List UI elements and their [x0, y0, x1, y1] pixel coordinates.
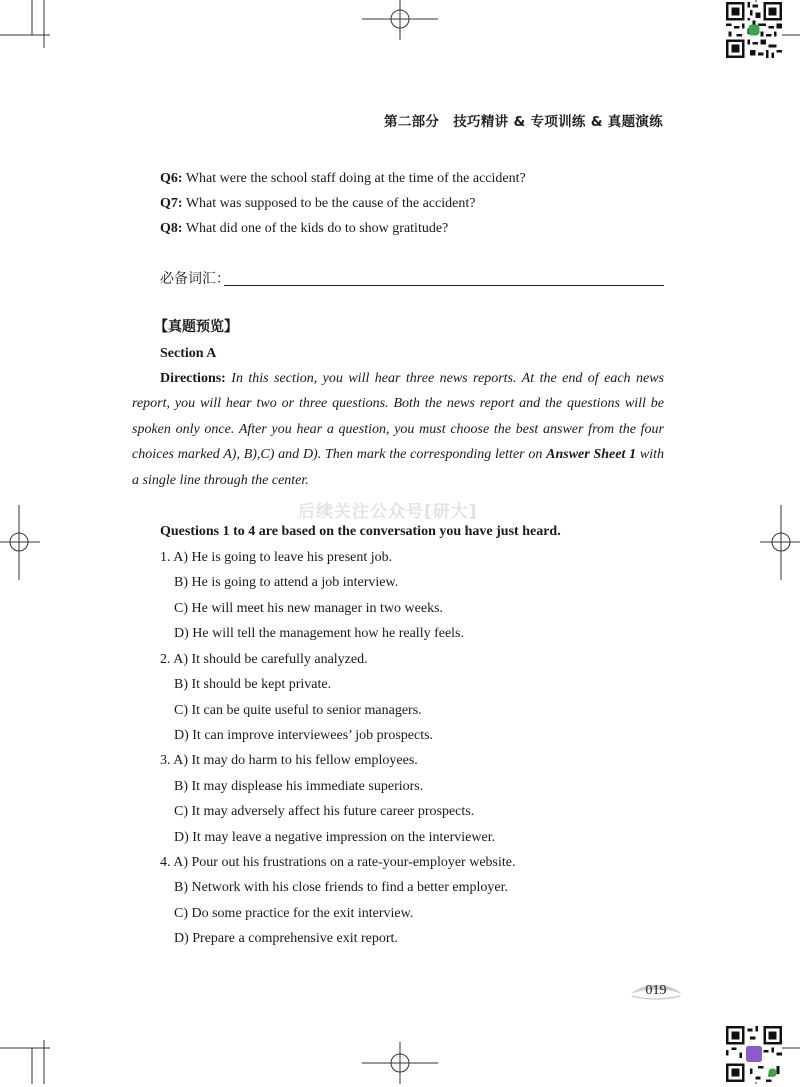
questions-instruction: Questions 1 to 4 are based on the conversation you have just heard. — [160, 524, 561, 539]
directions-text-1: In this section, you will hear three news reports. At the end of each news report, you will hear two or three questions. Both the news report and the questions will be spoken only once. After you hear a question, you must choose the best answer from the four choices marked A), B),C) and D). Then mark the corresponding letter on — [132, 371, 664, 463]
item-2-option-c: C) It can be quite useful to senior managers. — [174, 703, 422, 718]
page-number: 019 — [645, 983, 667, 998]
running-header — [384, 110, 663, 130]
question-label: Q7: — [160, 196, 183, 211]
item-4-option-b: B) Network with his close friends to find a better employer. — [174, 880, 508, 895]
directions-paragraph — [132, 366, 664, 493]
item-number: 2. — [160, 652, 171, 667]
section-title: Section A — [160, 346, 217, 361]
item-1-option-c: C) He will meet his new manager in two weeks. — [174, 601, 444, 616]
watermark: 后续关注公众号[研大] — [298, 502, 478, 522]
vocab-blank-line — [224, 285, 664, 286]
item-2-option-b: B) It should be kept private. — [174, 677, 332, 692]
header-part: 第二部分 — [384, 114, 440, 130]
item-number: 1. — [160, 550, 171, 565]
item-3-option-a — [160, 752, 418, 770]
option-text: A) Pour out his frustrations on a rate-your-employer website. — [173, 855, 516, 870]
item-3-option-d: D) It may leave a negative impression on the interviewer. — [174, 830, 496, 845]
item-1-option-b: B) He is going to attend a job interview. — [174, 575, 399, 590]
question-q8 — [160, 220, 448, 238]
vocab-label: 必备词汇： — [160, 271, 230, 287]
page-number-block — [628, 980, 684, 1002]
question-text: What did one of the kids do to show gratitude? — [185, 221, 449, 236]
item-4-option-d: D) Prepare a comprehensive exit report. — [174, 931, 398, 946]
item-4-option-a — [160, 854, 515, 872]
option-text: A) It may do harm to his fellow employees. — [173, 753, 418, 768]
question-label: Q6: — [160, 171, 183, 186]
option-text: A) It should be carefully analyzed. — [173, 652, 368, 667]
item-3-option-b: B) It may displease his immediate superiors. — [174, 779, 424, 794]
question-q7 — [160, 195, 475, 213]
question-text: What were the school staff doing at the time of the accident? — [185, 171, 526, 186]
answer-sheet-ref: Answer Sheet 1 — [546, 447, 637, 463]
question-label: Q8: — [160, 221, 183, 236]
question-text: What was supposed to be the cause of the accident? — [185, 196, 476, 211]
question-q6 — [160, 170, 526, 188]
item-number: 3. — [160, 753, 171, 768]
item-3-option-c: C) It may adversely affect his future career prospects. — [174, 804, 475, 819]
preview-heading: 【真题预览】 — [154, 319, 238, 335]
option-text: A) He is going to leave his present job. — [173, 550, 393, 565]
header-title: 技巧精讲 & 专项训练 & 真题演练 — [453, 114, 663, 130]
item-1-option-d: D) He will tell the management how he really feels. — [174, 626, 465, 641]
directions-text-2: with a single line through the center. — [132, 447, 665, 488]
item-number: 4. — [160, 855, 171, 870]
qr-code-top — [726, 2, 782, 58]
item-1-option-a — [160, 549, 392, 567]
item-2-option-a — [160, 651, 368, 669]
item-4-option-c: C) Do some practice for the exit interview. — [174, 906, 414, 921]
item-2-option-d: D) It can improve interviewees’ job prospects. — [174, 728, 434, 743]
directions-label: Directions: — [160, 371, 226, 386]
qr-code-bottom — [726, 1026, 782, 1082]
